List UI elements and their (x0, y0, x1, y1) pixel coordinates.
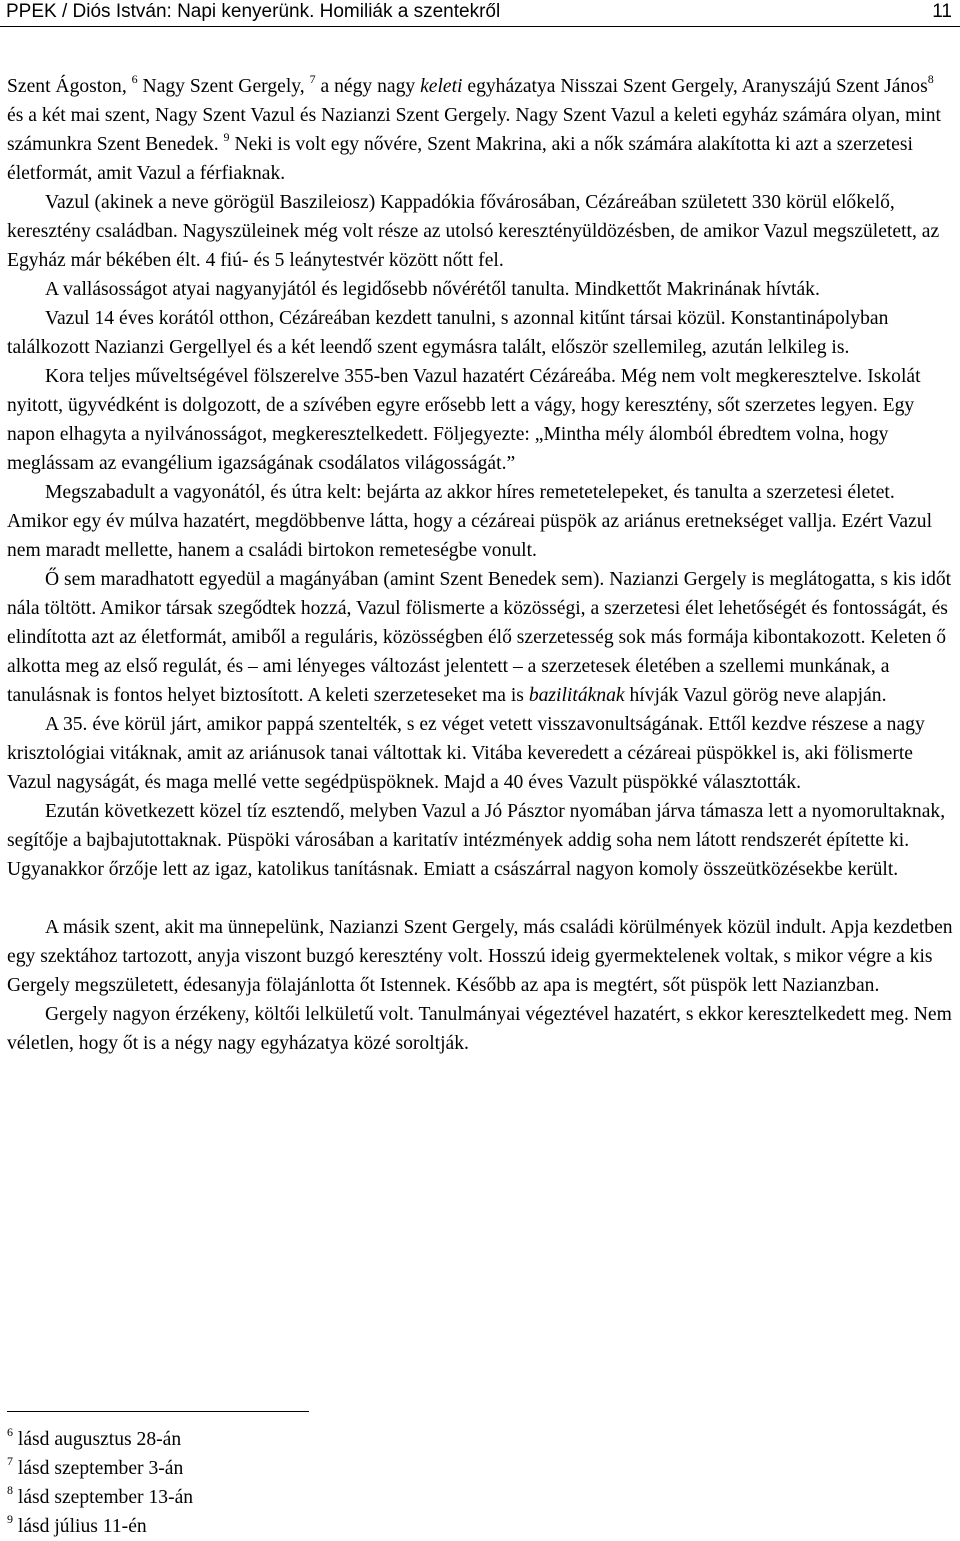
text-run: Vazul 14 éves korától otthon, Cézáreában kezdett tanulni, s azonnal kitűnt társai közül. Konstantinápolyban találkozott Nazianzi Gergellyel és a két leendő szent egymásra talált, először szellemileg, azután lelkileg is. (7, 308, 889, 358)
text-run: egyházatya Nisszai Szent Gergely, Aranyszájú Szent János (462, 76, 928, 97)
text-run: Nagy Szent Gergely, (137, 76, 310, 97)
footnote-text: lásd augusztus 28-án (13, 1429, 182, 1450)
paragraph (7, 797, 953, 884)
running-header (0, 0, 960, 27)
text-run: A 35. éve körül járt, amikor pappá szentelték, s ez véget vetett visszavonultságának. Ettől kezdve részese a nagy krisztológiai vitáknak, amit az ariánusok tanai váltottak ki. Vitába keveredett a cézáreai püspökkel is, aki fölismerte Vazul nagyságát, és maga mellé vette segédpüspöknek. Majd a 40 éves Vazult püspökké választották. (7, 714, 925, 793)
text-run: Szent Ágoston, (7, 76, 132, 97)
footnote (7, 1454, 193, 1483)
footnotes (7, 1425, 193, 1541)
paragraph (7, 275, 953, 304)
footnote-reference: 8 (927, 72, 934, 87)
footnote-text: lásd szeptember 3-án (13, 1458, 184, 1479)
paragraph (7, 188, 953, 275)
paragraph (7, 478, 953, 565)
footnote-number: 9 (7, 1512, 13, 1527)
paragraph (7, 304, 953, 362)
body-text (7, 72, 953, 1058)
footnote-number: 7 (7, 1454, 13, 1469)
text-run: Ezután következett közel tíz esztendő, melyben Vazul a Jó Pásztor nyomában járva támasza lett a nyomorultaknak, segítője a bajbajutottaknak. Püspöki városában a karitatív intézmények addig soha nem látott rendszerét építette ki. Ugyanakkor őrzője lett az igaz, katolikus tanításnak. Emiatt a császárral nagyon komoly összeütközésekbe került. (7, 801, 946, 880)
footnote-number: 6 (7, 1425, 13, 1440)
text-run: A vallásosságot atyai nagyanyjától és legidősebb nővérétől tanulta. Mindkettőt Makrinának hívták. (45, 279, 820, 300)
paragraph (7, 72, 953, 188)
text-run: A másik szent, akit ma ünnepelünk, Nazianzi Szent Gergely, más családi körülmények közül indult. Apja kezdetben egy szektához tartozott, anyja viszont buzgó keresztény volt. Hosszú ideig gyermektelenek voltak, s mikor végre a kis Gergely megszületett, édesanyja fölajánlotta őt Istennek. Később az apa is megtért, sőt püspök lett Nazianzban. (7, 917, 953, 996)
footnote-number: 8 (7, 1483, 13, 1498)
paragraph (7, 710, 953, 797)
header-title: PPEK / Diós István: Napi kenyerünk. Homiliák a szentekről (6, 1, 501, 22)
text-run: Vazul (akinek a neve görögül Baszileiosz) Kappadókia fővárosában, Cézáreában született 330 körül előkelő, keresztény családban. Nagyszüleinek még volt része az utolsó keresztényüldözésben, de amikor Vazul megszületett, az Egyház már békében élt. 4 fiú- és 5 leánytestvér között nőtt fel. (7, 192, 940, 271)
emphasized-text: keleti (420, 76, 463, 97)
footnote (7, 1512, 193, 1541)
footnote-separator (7, 1411, 309, 1412)
text-run: és a két mai szent, Nagy Szent Vazul és Nazianzi Szent Gergely. Nagy Szent Vazul a keleti egyház számára olyan, mint számunkra Szent Benedek. (7, 105, 942, 155)
footnote-reference: 7 (309, 72, 316, 87)
text-run: Megszabadult a vagyonától, és útra kelt: bejárta az akkor híres remetetelepeket, és tanulta a szerzetesi életet. Amikor egy év múlva hazatért, megdöbbenve látta, hogy a cézáreai püspök az ariánus eretnekséget vallja. Ezért Vazul nem maradt mellette, hanem a családi birtokon remeteségbe vonult. (7, 482, 933, 561)
emphasized-text: bazilitáknak (528, 685, 625, 706)
text-run: Ő sem maradhatott egyedül a magányában (amint Szent Benedek sem). Nazianzi Gergely is meglátogatta, s kis időt nála töltött. Amikor társak szegődtek hozzá, Vazul fölismerte a közösségi, a szerzetesi élet lehetőségét és fontosságát, és elindította azt az életformát, amiből a reguláris, közösségben élő szerzetesség sok más formája kibontakozott. Keleten ő alkotta meg az első regulát, és – ami lényeges változást jelentett – a szerzetesek életében a szellemi munkának, a tanulásnak is fontos helyet biztosított. A keleti szerzeteseket ma is (7, 569, 952, 706)
footnote (7, 1425, 193, 1454)
text-run: hívják Vazul görög neve alapján. (624, 685, 887, 706)
text-run: Neki is volt egy nővére, Szent Makrina, aki a nők számára alakította ki azt a szerzetesi életformát, amit Vazul a férfiaknak. (7, 134, 913, 184)
paragraph (7, 565, 953, 710)
footnote-text: lásd július 11-én (13, 1516, 147, 1537)
text-run: a négy nagy (315, 76, 421, 97)
paragraph (7, 913, 953, 1000)
footnote-reference: 9 (223, 130, 230, 145)
text-run: Kora teljes műveltségével fölszerelve 355-ben Vazul hazatért Cézáreába. Még nem volt megkeresztelve. Iskolát nyitott, ügyvédként is dolgozott, de a szívében egyre erősebb lett a vágy, hogy keresztény, sőt szerzetes legyen. Egy napon elhagyta a nyilvánosságot, megkeresztelkedett. Följegyezte: „Mintha mély álomból ébredtem volna, hogy meglássam az evangélium igazságának csodálatos világosságát.” (7, 366, 921, 474)
page-number: 11 (932, 1, 952, 22)
paragraph (7, 1000, 953, 1058)
text-run: Gergely nagyon érzékeny, költői lelkületű volt. Tanulmányai végeztével hazatért, s ekkor keresztelkedett meg. Nem véletlen, hogy őt is a négy nagy egyházatya közé soroltják. (7, 1004, 952, 1054)
footnote (7, 1483, 193, 1512)
footnote-text: lásd szeptember 13-án (13, 1487, 194, 1508)
footnote-reference: 6 (131, 72, 138, 87)
paragraph (7, 362, 953, 478)
